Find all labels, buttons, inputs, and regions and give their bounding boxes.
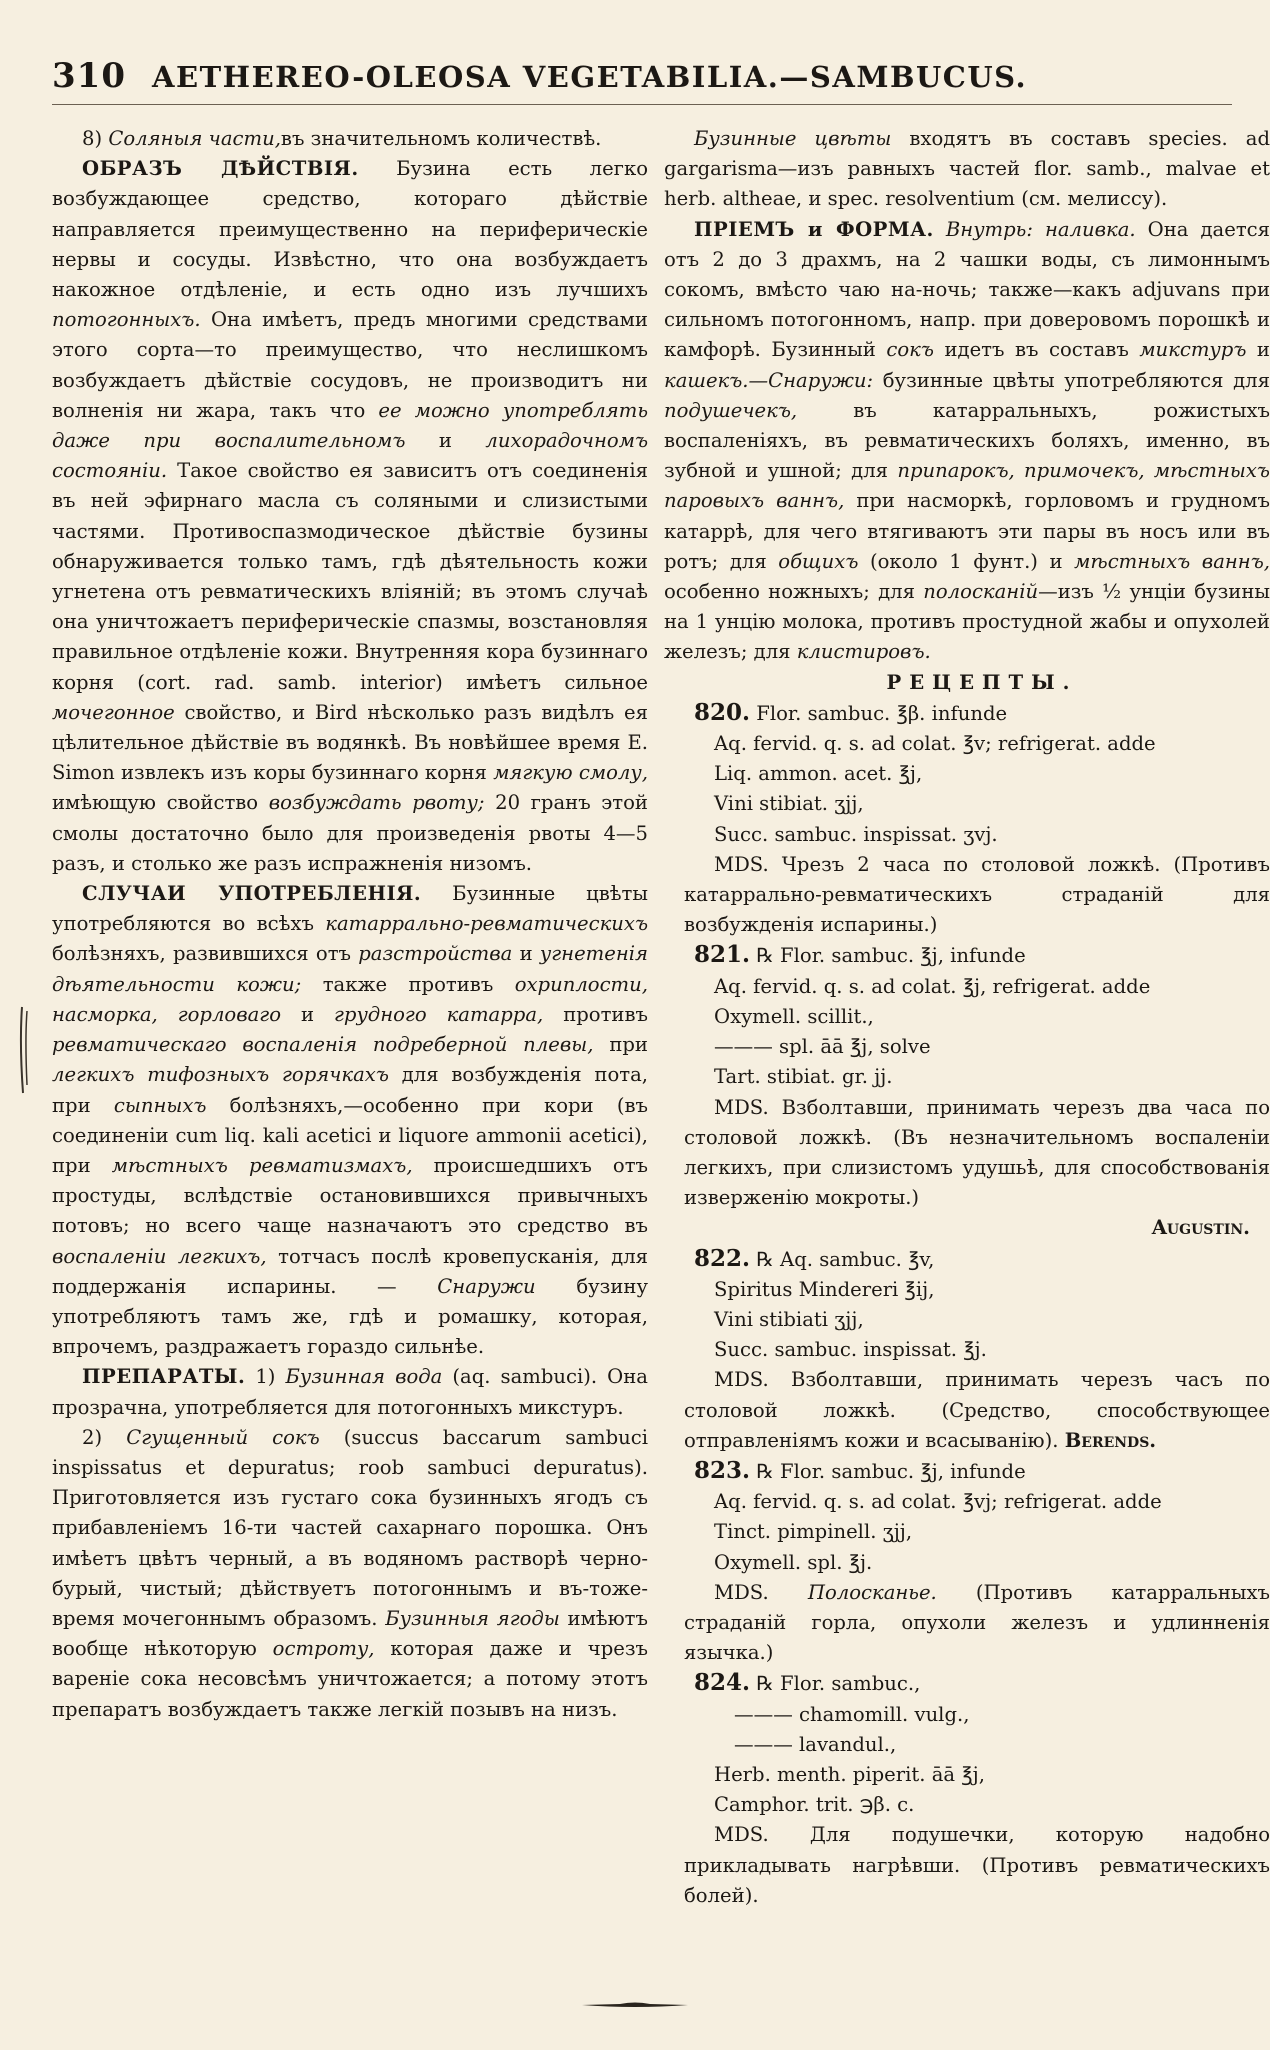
section-heading: ОБРАЗЪ ДѢЙСТВІЯ. [82, 157, 359, 181]
margin-pencil-mark [18, 1005, 30, 1095]
recipe-number: 820. [694, 698, 751, 726]
paragraph-salts: 8) Соляныя части,въ значительномъ количествѣ. [82, 127, 602, 150]
section-heading: СЛУЧАИ УПОТРЕБЛЕНІЯ. [82, 882, 422, 906]
left-column [52, 124, 648, 1954]
recipe-instructions: MDS. Взболтавши, принимать черезъ два часа по столовой ложкѣ. (Въ незначительномъ воспаленіи легкихъ, при слизистомъ удушьѣ, для способствованія изверженію мокроты.) [684, 1095, 1270, 1210]
paragraph-action: ОБРАЗЪ ДѢЙСТВІЯ. Бузина есть легко возбуждающее средство, котораго дѣйствіе направляется преимущественно на периферическіе нервы и сосуды. Извѣстно, что она возбуждаетъ накожное отдѣленіе, и есть одно изъ лучшихъ потогонныхъ. Она имѣетъ, предъ многими средствами этого сорта—то преимущество, что неслишкомъ возбуждаетъ дѣйствіе сосудовъ, не производитъ ни волненія ни жара, такъ что ее можно употреблять даже при воспалительномъ и лихорадочномъ состояніи. Такое свойство ея зависитъ отъ соединенія въ ней эфирнаго масла съ соляными и слизистыми частями. Противоспазмодическое дѣйствіе бузины обнаруживается только тамъ, гдѣ дѣятельность кожи угнетена отъ ревматическихъ вліяній; въ этомъ случаѣ она уничтожаетъ периферическіе спазмы, возстановляя правильное отдѣленіе кожи. Внутренняя кора бузиннаго корня (cort. rad. samb. interior) имѣетъ сильное мочегонное свойство, и Bird нѣсколько разъ видѣлъ ея цѣлительное дѣйствіе въ водянкѣ. Въ новѣйшее время E. Simon извлекъ изъ коры бузиннаго корня мягкую смолу, имѣющую свойство возбуждать рвоту; 20 гранъ этой смолы достаточно было для произведенія рвоты 4—5 разъ, и столько же разъ испражненія низомъ. [52, 157, 648, 875]
header-rule [52, 104, 1232, 105]
paragraph-dosage: ПРІЕМЪ и ФОРМА. Внутрь: наливка. Она дается отъ 2 до 3 драхмъ, на 2 чашки воды, съ лимоннымъ сокомъ, вмѣсто чаю на-ночь; также—какъ adjuvans при сильномъ потогонномъ, напр. при доверовомъ порошкѣ и камфорѣ. Бузинный сокъ идетъ въ составъ микстуръ и кашекъ.—Снаружи: бузинные цвѣты употребляются для подушечекъ, въ катарральныхъ, рожистыхъ воспаленіяхъ, въ ревматическихъ боляхъ, именно, въ зубной и ушной; для припарокъ, примочекъ, мѣстныхъ паровыхъ ваннъ, при насморкѣ, горловомъ и грудномъ катаррѣ, для чего втягиваютъ эти пары въ носъ или въ ротъ; для общихъ (около 1 фунт.) и мѣстныхъ ваннъ, особенно ножныхъ; для полосканій—изъ ½ унціи бузины на 1 унцію молока, противъ простудной жабы и опухолей железъ; для клистировъ. [664, 217, 1270, 664]
section-heading: ПРЕПАРАТЫ. [82, 1365, 246, 1389]
recipe-821: 821. ℞ Flor. sambuc. ℥j, infunde Aq. fervid. q. s. ad colat. ℥j, refrigerat. adde Oxymell. scillit., ——— spl. āā ℥j, solve Tart. stibiat. gr. jj. MDS. Взболтавши, принимать черезъ два часа по столовой ложкѣ. (Въ незначительномъ воспаленіи легкихъ, при слизистомъ удушьѣ, для способствованія изверженію мокроты.) Augustin. [664, 940, 1270, 1243]
recipe-820: 820. Flor. sambuc. ℥β. infunde Aq. fervid. q. s. ad colat. ℥v; refrigerat. adde Liq. ammon. acet. ℥j, Vini stibiat. ʒjj, Succ. sambuc. inspissat. ʒvj. MDS. Чрезъ 2 часа по столовой ложкѣ. (Противъ катаррально-ревматическихъ страданій для возбужденія испарины.) [664, 698, 1270, 941]
running-title: AETHEREO-OLEOSA VEGETABILIA.—SAMBUCUS. [151, 60, 1028, 94]
recipe-number: 824. [694, 1669, 751, 1697]
recipe-author: Berends. [1064, 1428, 1157, 1452]
recipe-824: 824. ℞ Flor. sambuc., ——— chamomill. vulg., ——— lavandul., Herb. menth. piperit. āā ℥j, Camphor. trit. ℈β. c. MDS. Для подушечки, которую надобно прикладывать нагрѣвши. (Противъ ревматическихъ болей). [664, 1668, 1270, 1911]
recipe-822: 822. ℞ Aq. sambuc. ℥v, Spiritus Mindereri ℥ij, Vini stibiati ʒjj, Succ. sambuc. inspissat. ℥j. MDS. Взболтавши, принимать черезъ часъ по столовой ложкѣ. (Средство, способствующее отправленіямъ кожи и всасыванію). Berends. [664, 1244, 1270, 1456]
recipes-title: РЕЦЕПТЫ. [886, 670, 1078, 694]
recipe-instructions: MDS. Для подушечки, которую надобно прикладывать нагрѣвши. (Противъ ревматическихъ болей). [684, 1823, 1270, 1907]
paragraph-preparations: ПРЕПАРАТЫ. 1) Бузинная вода (aq. sambuci). Она прозрачна, употребляется для потогонныхъ микстуръ. [52, 1365, 648, 1419]
recipe-instructions: MDS. Чрезъ 2 часа по столовой ложкѣ. (Противъ катаррально-ревматическихъ страданій для возбужденія испарины.) [684, 852, 1270, 937]
recipe-number: 823. [694, 1456, 751, 1484]
paragraph-thick-juice: 2) Сгущенный сокъ (succus baccarum sambuci inspissatus et depuratus; roob sambuci depuratus). Приготовляется изъ густаго сока бузинныхъ ягодъ съ прибавленіемъ 16-ти частей сахарнаго порошка. Онъ имѣетъ цвѣтъ черный, а въ водяномъ растворѣ черно-бурый, чистый; дѣйствуетъ потогоннымъ и въ-тоже-время мочегоннымъ образомъ. Бузинныя ягоды имѣютъ вообще нѣкоторую остроту, которая даже и чрезъ вареніе сока несовсѣмъ уничтожается; а потому этотъ препаратъ возбуждаетъ также легкій позывъ на низъ. [52, 1425, 648, 1721]
recipe-823: 823. ℞ Flor. sambuc. ℥j, infunde Aq. fervid. q. s. ad colat. ℥vj; refrigerat. adde Tinct. pimpinell. ʒjj, Oxymell. spl. ℥j. MDS. Полосканье. (Противъ катарральныхъ страданій горла, опухоли железъ и удлинненія язычка.) [664, 1456, 1270, 1668]
section-heading: ПРІЕМЪ и ФОРМА. [694, 217, 934, 241]
right-column [664, 124, 1270, 1954]
recipe-number: 821. [694, 941, 751, 969]
paragraph-flowers: Бузинные цвѣты входятъ въ составъ species. ad gargarisma—изъ равныхъ частей flor. samb., malvae et herb. altheae, и spec. resolventium (см. мелиссу). [664, 127, 1270, 211]
ornament-icon [580, 1995, 690, 2005]
paragraph-uses: СЛУЧАИ УПОТРЕБЛЕНІЯ. Бузинные цвѣты употребляются во всѣхъ катаррально-ревматическихъ болѣзняхъ, развившихся отъ разстройства и угнетенія дѣятельности кожи; также противъ охриплости, насморка, горловаго и грудного катарра, противъ ревматическаго воспаленія подреберной плевы, при легкихъ тифозныхъ горячкахъ для возбужденія пота, при сыпныхъ болѣзняхъ,—особенно при кори (въ соединеніи cum liq. kali acetici и liquore ammonii acetici), при мѣстныхъ ревматизмахъ, происшедшихъ отъ простуды, вслѣдствіе остановившихся привычныхъ потовъ; но всего чаще назначаютъ это средство въ воспаленіи легкихъ, тотчасъ послѣ кровепусканія, для поддержанія испарины. — Снаружи бузину употребляютъ тамъ же, гдѣ и ромашку, которая, впрочемъ, раздражаетъ гораздо сильнѣе. [52, 882, 648, 1359]
recipe-instructions: MDS. Полосканье. (Противъ катарральныхъ страданій горла, опухоли железъ и удлинненія язычка.) [684, 1580, 1270, 1665]
running-head [52, 56, 1232, 102]
page-number: 310 [52, 56, 126, 96]
recipe-number: 822. [694, 1244, 751, 1272]
recipe-author: Augustin. [1151, 1216, 1250, 1240]
recipe-instructions: MDS. Взболтавши, принимать черезъ часъ по столовой ложкѣ. (Средство, способствующее отправленіямъ кожи и всасыванію). Berends. [684, 1368, 1270, 1452]
